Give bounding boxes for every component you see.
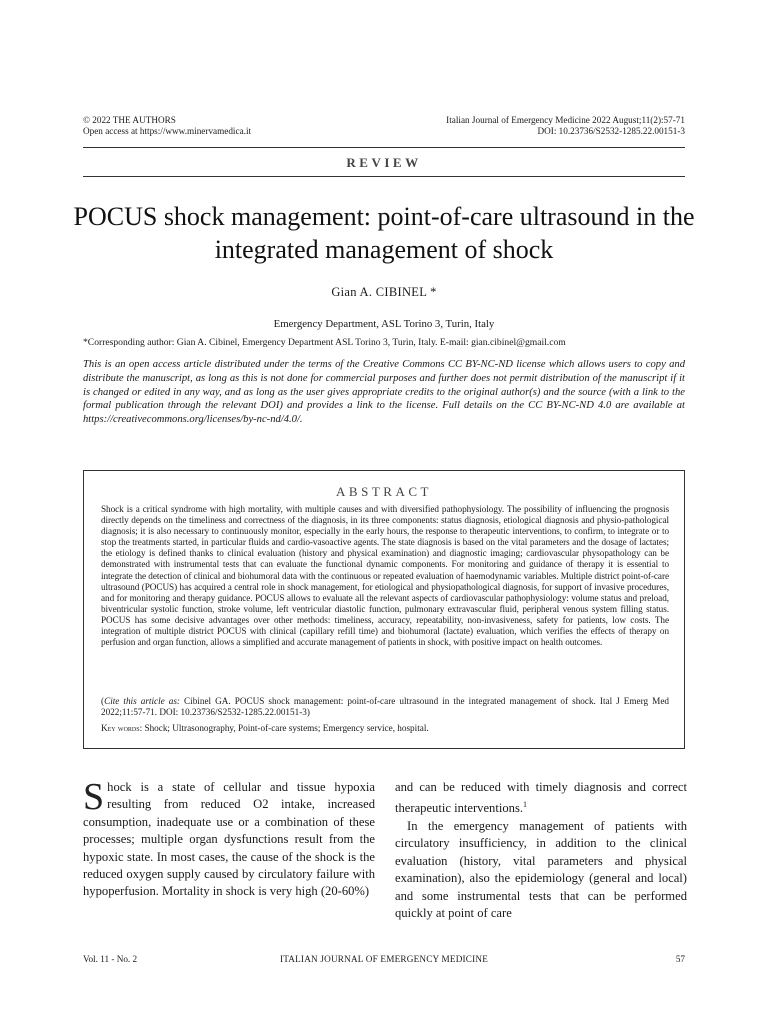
corresponding-author: *Corresponding author: Gian A. Cibinel, Emergency Department ASL Torino 3, Turin, Italy. E-mail: gian.cibinel@gmail.com: [83, 337, 566, 348]
body-text: and can be reduced with timely diagnosis and correct therapeutic interventions.: [395, 780, 687, 816]
open-access-line[interactable]: Open access at https://www.minervamedica.it: [83, 126, 252, 136]
abstract-title: ABSTRACT: [336, 484, 432, 499]
top-rule: [83, 147, 685, 148]
body-paragraph: In the emergency management of patients with circulatory insufficiency, in addition to the clinical evaluation (history, vital parameters and physical examination), also the epidemiology (general and local) and some instrumental tests that can be performed quickly at point of care: [395, 819, 687, 921]
affiliation: Emergency Department, ASL Torino 3, Turin, Italy: [273, 318, 495, 330]
section-label: REVIEW: [346, 155, 422, 170]
cite-label: Cite this article as:: [104, 696, 180, 706]
copyright-line: © 2022 THE AUTHORS: [83, 115, 176, 125]
body-text: hock is a state of cellular and tissue hypoxia resulting from reduced O2 intake, increased consumption, inadequate use or a combination of these processes; multiple organ dysfunctions result from the hypoxic state. In most cases, the cause of the shock is the reduced oxygen supply caused by circulatory failure with hypoperfusion. Mortality in shock is very high (20-60%): [83, 780, 375, 899]
footer-volume: Vol. 11 - No. 2: [83, 954, 138, 964]
license-statement: This is an open access article distributed under the terms of the Creative Commons CC BY-NC-ND license which allows users to copy and distribute the manuscript, as long as this is not done for commercial purposes and further does not permit distribution of the manuscript if it is changed or edited in any way, and as long as the user gives appropriate credits to the original author(s) and the source (with a link to the formal publication through the relevant DOI) and provides a link to the license. Full details on the CC BY-NC-ND 4.0 are available at https://creativecommons.org/licenses/by-nc-nd/4.0/.: [83, 359, 685, 426]
journal-reference: Italian Journal of Emergency Medicine 2022 August;11(2):57-71: [446, 115, 685, 125]
doi-line[interactable]: DOI: 10.23736/S2532-1285.22.00151-3: [537, 126, 685, 136]
body-column-right: [395, 779, 687, 922]
article-title: POCUS shock management: point-of-care ultrasound in the integrated management of shock: [73, 202, 695, 264]
abstract-text: Shock is a critical syndrome with high mortality, with multiple causes and with diversified pathophysiology. The possibility of influencing the prognosis directly depends on the timeliness and correctness of the diagnosis, in its three components: status diagnosis, etiological diagnosis and physio-pathological diagnosis; it is also necessary to continuously monitor, especially in the early hours, the response to therapeutic interventions, to confirm, to integrate or to stop the treatments started, in particular fluids and cardio-vasoactive agents. The state diagnosis is based on the vital parameters and the dosage of lactates; the etiology is defined thanks to clinical evaluation (history and physical examination) and diagnostic imaging; cardiovascular physopathology can be demonstrated with instrumental tests that can evaluate the functional dynamic components. For monitoring and guidance of therapy it is essential to integrate the detection of clinical and biohumoral data with the continuous or repeated evaluation of haemodynamic variables. Multiple district point-of-care ultrasound (POCUS) has acquired a central role in shock management, for etiological and physiopathological diagnosis, for support of invasive procedures, and for monitoring and therapy guidance. POCUS allows to evaluate all the relevant aspects of cardiovascular pathophysiology: volume status and preload, biventricular systolic function, stroke volume, left ventricular diastolic function, pulmonary extravascular fluid, peripheral venous system filling status. POCUS has some decisive advantages over other methods: timeliness, accuracy, repeatability, non-invasiveness, safety for patients, low costs. The integration of multiple district POCUS with clinical (capillary refill time) and biohumoral (lactate) evaluation, which verifies the effects of therapy on perfusion and organ function, allows a simplified and accurate management of patients in shock, with positive impact on health outcomes.: [101, 504, 669, 648]
drop-cap: S: [83, 776, 105, 818]
bottom-rule: [83, 176, 685, 177]
keywords-text: Shock; Ultrasonography, Point-of-care systems; Emergency service, hospital.: [144, 723, 429, 733]
cite-text: Cibinel GA. POCUS shock management: point-of-care ultrasound in the integrated management of shock. Ital J Emerg Med 2022;11:57-71. DOI: 10.23736/S2532-1285.22.00151-3): [101, 696, 669, 718]
citation: (Cite this article as: Cibinel GA. POCUS shock management: point-of-care ultrasound in the integrated management of shock. Ital J Emerg Med 2022;11:57-71. DOI: 10.23736/S2532-1285.22.00151-3): [101, 696, 669, 718]
keywords: [101, 723, 669, 734]
keywords-label: Key words:: [101, 723, 143, 733]
reference-marker[interactable]: 1: [523, 800, 527, 810]
header-left: [83, 115, 251, 137]
body-column-left: [83, 776, 375, 901]
body-paragraph: [395, 779, 687, 818]
footer-page-number: 57: [675, 954, 685, 964]
header-right: [446, 115, 685, 137]
author-name: Gian A. CIBINEL *: [331, 285, 437, 299]
footer-journal: ITALIAN JOURNAL OF EMERGENCY MEDICINE: [279, 954, 489, 964]
abstract-box: [83, 470, 685, 749]
body-paragraph: [83, 776, 375, 901]
